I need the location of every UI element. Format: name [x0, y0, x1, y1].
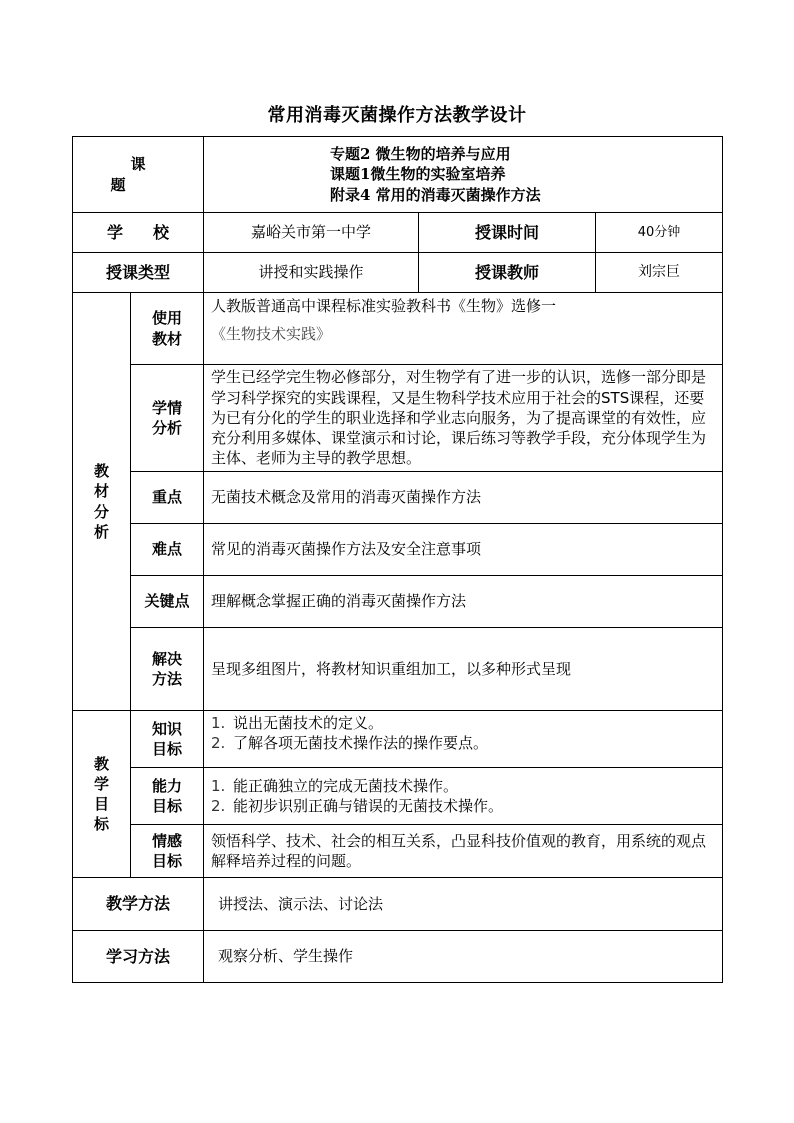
teacher-label: 授课教师: [419, 253, 596, 293]
teaching-goals-group: [73, 711, 131, 878]
solution-label-cell: [131, 628, 204, 711]
learning-method-value: 观察分析、学生操作: [204, 931, 723, 983]
ability-goal-list: [211, 776, 716, 817]
list-item: [211, 776, 716, 796]
ability-goal-row: [73, 768, 723, 825]
school-label: 学校: [107, 222, 200, 242]
teaching-method-label: 教学方法: [73, 878, 204, 931]
list-item: [211, 733, 716, 753]
textbook-row: [73, 293, 723, 365]
type-label: 授课类型: [73, 253, 204, 293]
teaching-goals-label: 教学目标: [94, 754, 110, 834]
student-analysis-label-cell: [131, 365, 204, 472]
teaching-method-value: 讲授法、演示法、讨论法: [204, 878, 723, 931]
textbook-analysis-group: [73, 293, 131, 711]
critical-point-label: 关键点: [131, 576, 204, 628]
teaching-method-row: [73, 878, 723, 931]
difficulty-label: 难点: [131, 524, 204, 576]
list-number: 1.: [211, 776, 226, 795]
topic-line-1: 专题2 微生物的培养与应用: [330, 145, 511, 164]
knowledge-goal-list: [211, 713, 716, 754]
list-number: 1.: [211, 714, 226, 732]
school-label-cell: [73, 213, 204, 253]
student-analysis-label: 学情分析: [152, 398, 183, 437]
document-title: 常用消毒灭菌操作方法教学设计: [267, 105, 527, 126]
ability-goal-label-cell: [131, 768, 204, 825]
ability-goal-1: 能正确独立的完成无菌技术操作。: [233, 776, 459, 795]
textbook-label: 使用教材: [152, 309, 183, 348]
topic-row: [73, 137, 723, 213]
lesson-plan-table: [72, 136, 723, 983]
time-label: 授课时间: [419, 213, 596, 253]
topic-label-cell: [73, 137, 204, 213]
student-analysis-value: 学生已经学完生物必修部分，对生物学有了进一步的认识，选修一部分即是学习科学探究的实践课程，又是生物科学技术应用于社会的STS课程，还要为已有分化的学生的职业选择和学业志向服务，为了提高课堂的有效性，应充分利用多媒体、课堂演示和讨论，课后练习等教学手段，充分体现学生为主体、老师为主导的教学思想。: [204, 365, 723, 472]
emotion-goal-row: [73, 825, 723, 878]
critical-point-value: 理解概念掌握正确的消毒灭菌操作方法: [204, 576, 723, 628]
textbook-value-cell: [204, 293, 723, 365]
solution-value: 呈现多组图片，将教材知识重组加工，以多种形式呈现: [204, 628, 723, 711]
textbook-label-cell: [131, 293, 204, 365]
emotion-goal-label-cell: [131, 825, 204, 878]
textbook-value-2: 《生物技术实践》: [211, 325, 332, 344]
list-number: 2.: [211, 797, 226, 815]
ability-goal-cell: [204, 768, 723, 825]
solution-row: [73, 628, 723, 711]
knowledge-goal-row: [73, 711, 723, 768]
topic-line-3: 附录4 常用的消毒灭菌操作方法: [330, 185, 541, 204]
knowledge-goal-cell: [204, 711, 723, 768]
knowledge-goal-label: 知识目标: [152, 719, 183, 758]
critical-point-row: [73, 576, 723, 628]
knowledge-goal-label-cell: [131, 711, 204, 768]
learning-method-label: 学习方法: [73, 931, 204, 983]
list-item: [211, 796, 716, 816]
textbook-value: 人教版普通高中课程标准实验教科书《生物》选修一: [211, 297, 557, 315]
key-point-label: 重点: [131, 472, 204, 524]
knowledge-goal-1: 说出无菌技术的定义。: [233, 714, 384, 732]
difficulty-row: [73, 524, 723, 576]
topic-value-cell: [204, 137, 723, 213]
learning-method-row: [73, 931, 723, 983]
textbook-analysis-label: 教材分析: [94, 462, 110, 541]
list-number: 2.: [211, 734, 226, 753]
emotion-goal-label: 情感目标: [152, 831, 183, 870]
type-row: [73, 253, 723, 293]
topic-line-2: 课题1微生物的实验室培养: [330, 165, 506, 184]
school-value: 嘉峪关市第一中学: [204, 213, 419, 253]
school-row: [73, 213, 723, 253]
time-value: 40分钟: [596, 213, 723, 253]
type-value: 讲授和实践操作: [204, 253, 419, 293]
ability-goal-2: 能初步识别正确与错误的无菌技术操作。: [233, 797, 504, 815]
student-analysis-row: [73, 365, 723, 472]
ability-goal-label: 能力目标: [152, 776, 183, 815]
key-point-row: [73, 472, 723, 524]
solution-label: 解决方法: [152, 649, 183, 688]
difficulty-value: 常见的消毒灭菌操作方法及安全注意事项: [204, 524, 723, 576]
knowledge-goal-2: 了解各项无菌技术操作法的操作要点。: [233, 734, 489, 753]
topic-label: 课题: [110, 155, 186, 194]
key-point-value: 无菌技术概念及常用的消毒灭菌操作方法: [204, 472, 723, 524]
emotion-goal-value: 领悟科学、技术、社会的相互关系，凸显科技价值观的教育，用系统的观点解释培养过程的问题。: [204, 825, 723, 878]
teacher-value: 刘宗巨: [596, 253, 723, 293]
list-item: [211, 713, 716, 733]
